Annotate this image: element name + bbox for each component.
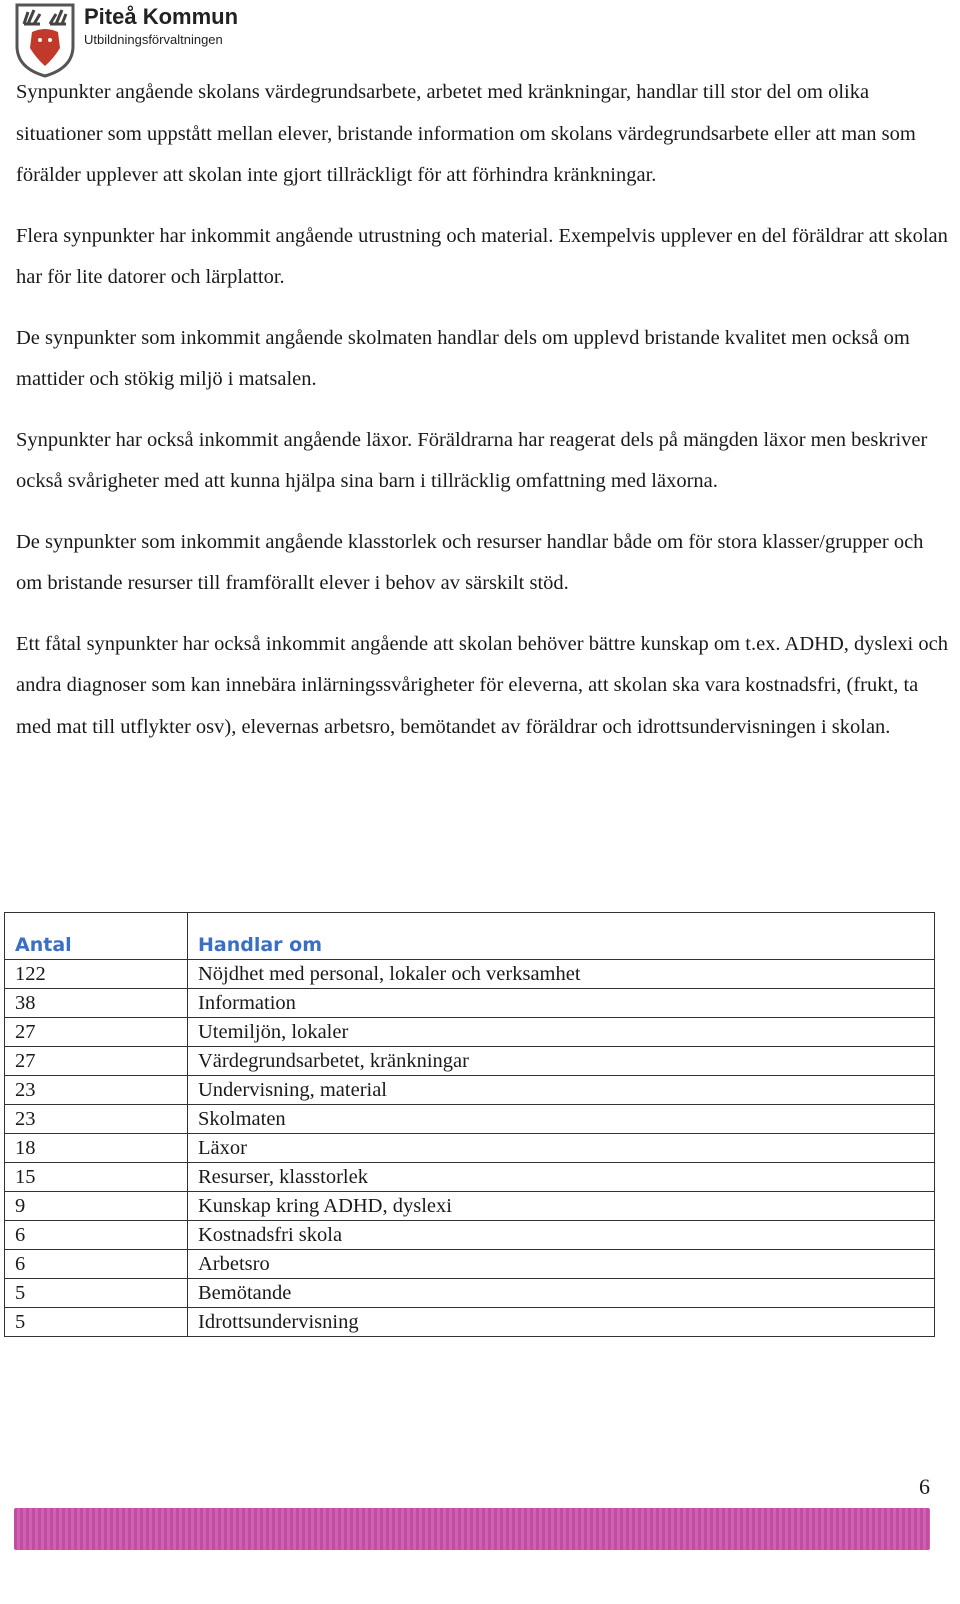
count-cell: 5: [5, 1308, 188, 1337]
topic-cell: Arbetsro: [188, 1250, 935, 1279]
paragraph: Synpunkter har också inkommit angående läxor. Föräldrarna har reagerat dels på mängden läxor men beskriver också svårigheter med att kunna hjälpa sina barn i tillräcklig omfattning med läxorna.: [16, 428, 928, 492]
org-name: Piteå Kommun: [84, 4, 239, 29]
org-department: Utbildningsförvaltningen: [84, 32, 223, 47]
table-row: [5, 960, 935, 989]
table-row: [5, 1163, 935, 1192]
table-row: [5, 1018, 935, 1047]
table-row: [5, 1047, 935, 1076]
count-cell: 38: [5, 989, 188, 1018]
topic-cell: Resurser, klasstorlek: [188, 1163, 935, 1192]
topic-cell: Värdegrundsarbetet, kränkningar: [188, 1047, 935, 1076]
table-row: [5, 1105, 935, 1134]
topic-cell: Bemötande: [188, 1279, 935, 1308]
paragraph: De synpunkter som inkommit angående klasstorlek och resurser handlar både om för stora klasser/grupper och om bristande resurser till framförallt elever i behov av särskilt stöd.: [16, 530, 924, 594]
column-header-antal: Antal: [5, 913, 188, 960]
topic-cell: Kunskap kring ADHD, dyslexi: [188, 1192, 935, 1221]
page-number: 6: [919, 1474, 930, 1499]
count-cell: 27: [5, 1018, 188, 1047]
count-cell: 6: [5, 1250, 188, 1279]
count-cell: 6: [5, 1221, 188, 1250]
count-cell: 5: [5, 1279, 188, 1308]
reindeer-shield-logo-icon: [14, 2, 76, 78]
topic-cell: Läxor: [188, 1134, 935, 1163]
topic-cell: Nöjdhet med personal, lokaler och verksamhet: [188, 960, 935, 989]
count-cell: 18: [5, 1134, 188, 1163]
count-cell: 15: [5, 1163, 188, 1192]
footer-bar: [14, 1508, 930, 1550]
body-text: [16, 72, 951, 767]
table-row: [5, 989, 935, 1018]
paragraph: Ett fåtal synpunkter har också inkommit angående att skolan behöver bättre kunskap om t.ex. ADHD, dyslexi och andra diagnoser som kan innebära inlärningssvårigheter för eleverna, att skolan ska vara kostnadsfri, (frukt, ta med mat till utflykter osv), elevernas arbetsro, bemötandet av föräldrar och idrottsundervisningen i skolan.: [16, 632, 948, 738]
paragraph: Synpunkter angående skolans värdegrundsarbete, arbetet med kränkningar, handlar till stor del om olika situationer som uppstått mellan elever, bristande information om skolans värdegrundsarbete eller att man som förälder upplever att skolan inte gjort tillräckligt för att förhindra kränkningar.: [16, 81, 916, 186]
table-row: [5, 1221, 935, 1250]
page-header: [14, 0, 314, 80]
table-row: [5, 1308, 935, 1337]
count-cell: 9: [5, 1192, 188, 1221]
count-cell: 23: [5, 1076, 188, 1105]
topic-cell: Idrottsundervisning: [188, 1308, 935, 1337]
topic-cell: Information: [188, 989, 935, 1018]
paragraph: De synpunkter som inkommit angående skolmaten handlar dels om upplevd bristande kvalitet men också om mattider och stökig miljö i matsalen.: [16, 326, 910, 390]
topic-cell: Skolmaten: [188, 1105, 935, 1134]
table-row: [5, 1192, 935, 1221]
count-cell: 23: [5, 1105, 188, 1134]
column-header-handlar-om: Handlar om: [188, 913, 935, 960]
table-row: [5, 1076, 935, 1105]
table-row: [5, 1134, 935, 1163]
paragraph: Flera synpunkter har inkommit angående utrustning och material. Exempelvis upplever en del föräldrar att skolan har för lite datorer och lärplattor.: [16, 224, 948, 288]
topic-cell: Undervisning, material: [188, 1076, 935, 1105]
table-header-row: [5, 913, 935, 960]
count-cell: 122: [5, 960, 188, 989]
topic-cell: Kostnadsfri skola: [188, 1221, 935, 1250]
count-cell: 27: [5, 1047, 188, 1076]
table-row: [5, 1250, 935, 1279]
summary-table: [4, 912, 935, 1337]
topic-cell: Utemiljön, lokaler: [188, 1018, 935, 1047]
table-row: [5, 1279, 935, 1308]
